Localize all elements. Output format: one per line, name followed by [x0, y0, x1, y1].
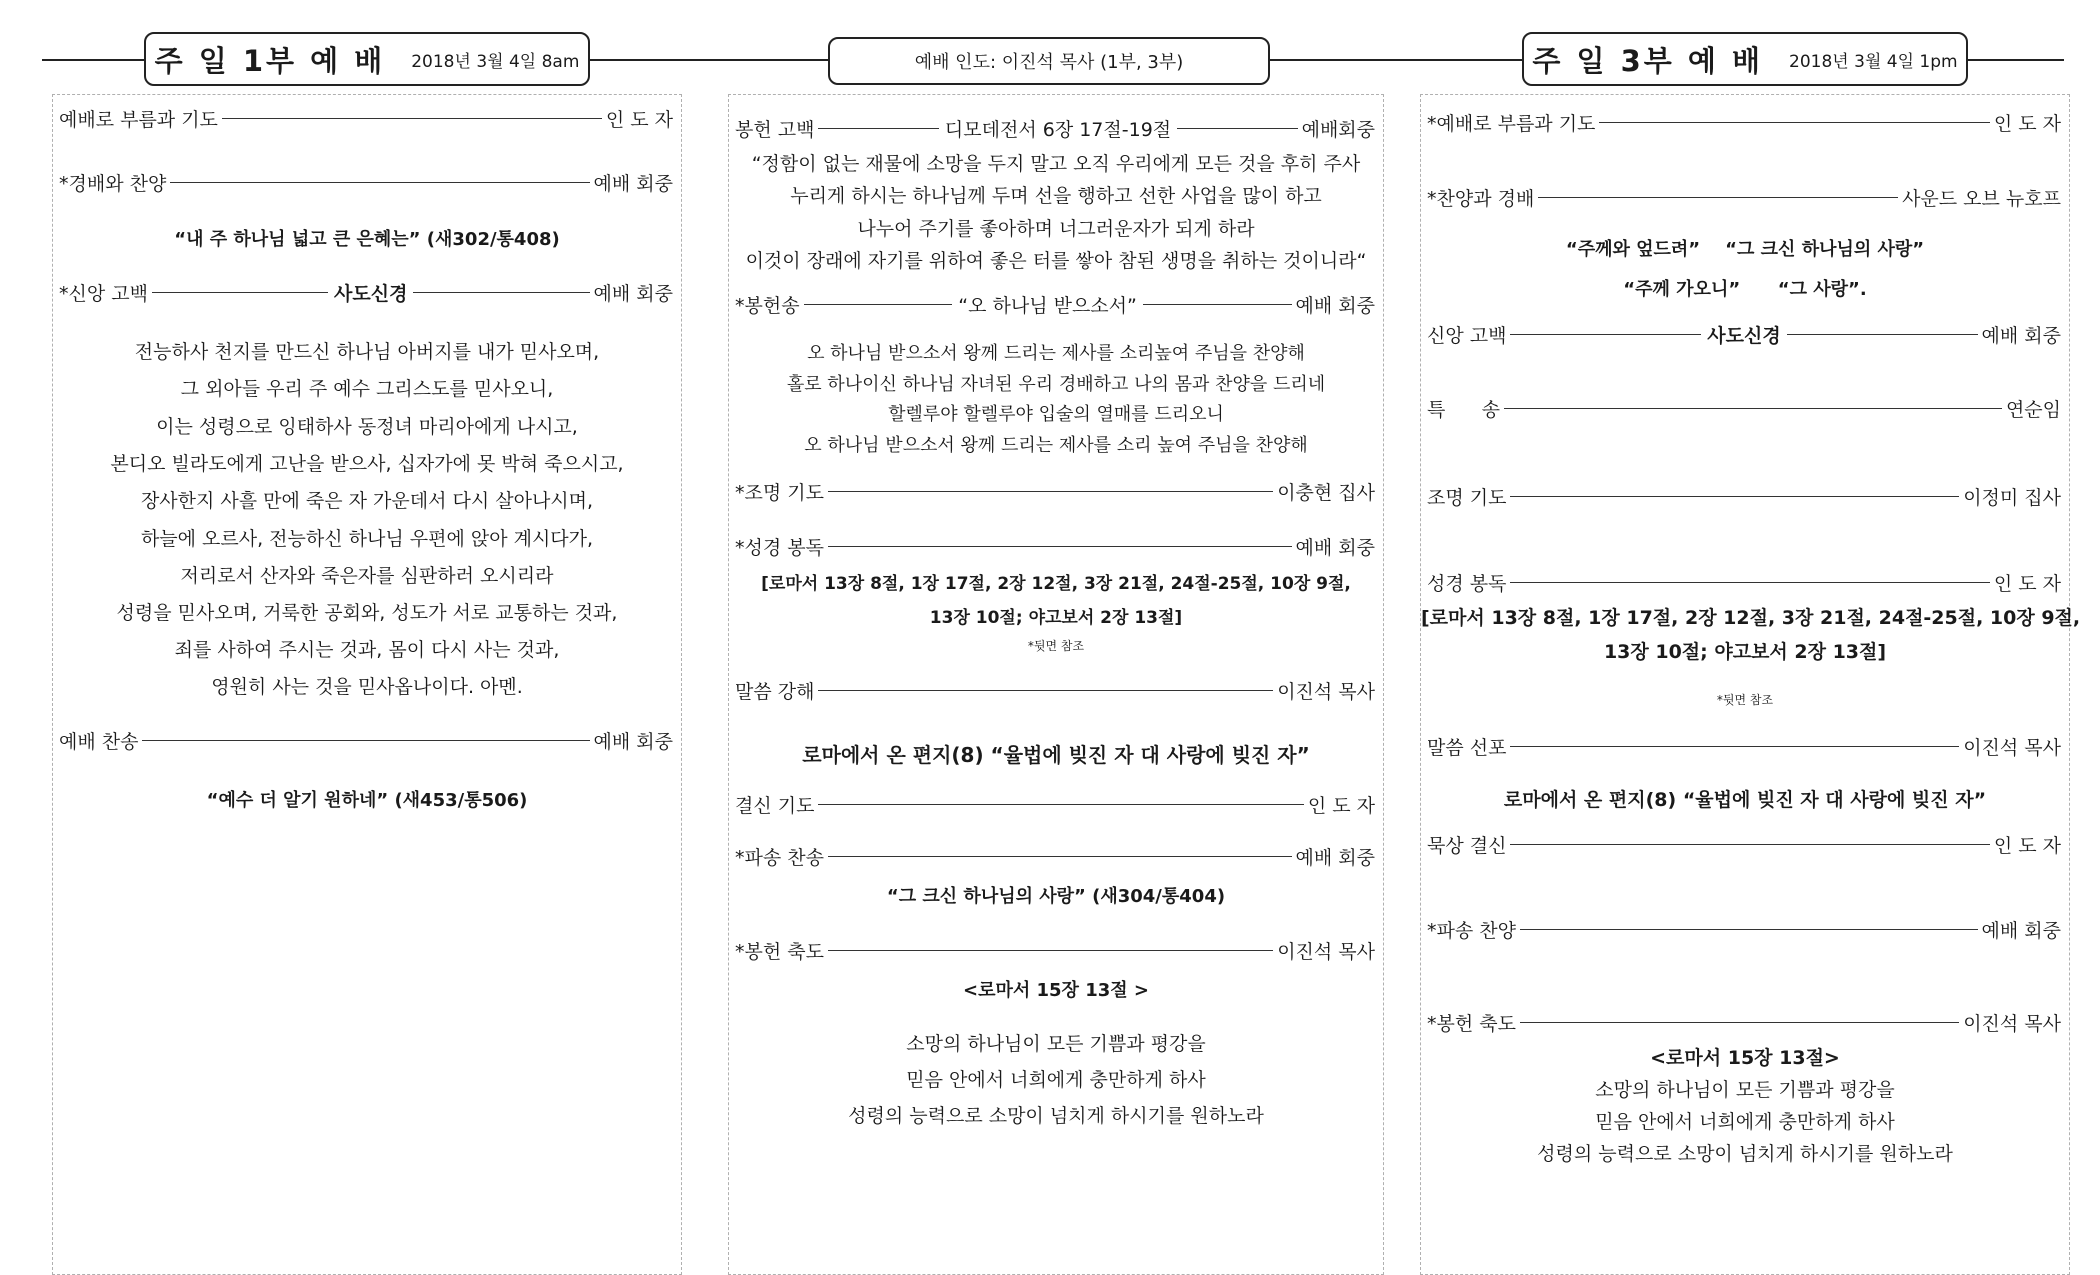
leader-line — [804, 304, 953, 305]
order-value: 이정미 집사 — [1963, 486, 2061, 509]
order-worship-song — [59, 727, 673, 753]
scripture-line: 나누어 주기를 좋아하며 너그러운자가 되게 하라 — [857, 218, 1255, 240]
hymn-title: “예수 더 알기 원하네” (새453/통506) — [206, 790, 528, 811]
song-title: “오 하나님 받으소서” — [958, 294, 1137, 317]
service3-date: 2018년 3월 4일 1pm — [1789, 51, 1958, 72]
song-line: 오 하나님 받으소서 왕께 드리는 제사를 소리높여 주님을 찬양해 — [807, 343, 1305, 364]
leader-line — [1504, 408, 2002, 409]
song-line: 홀로 하나이신 하나님 자녀된 우리 경배하고 나의 몸과 찬양을 드리네 — [786, 374, 1326, 395]
column-service3 — [1420, 94, 2081, 1275]
service1-date: 2018년 3월 4일 8am — [411, 51, 580, 72]
order-scripture-reading — [1427, 569, 2061, 595]
service1-title: 주 일 1부 예 배 — [154, 43, 386, 78]
order-label: 묵상 결신 — [1427, 834, 1507, 857]
order-sermon — [735, 677, 1375, 703]
order-illumination-prayer — [1427, 483, 2061, 509]
leader-line — [142, 740, 589, 741]
order-value: 예배 회중 — [1981, 919, 2061, 942]
creed-line: 성령을 믿사오며, 거룩한 공회와, 성도가 서로 교통하는 것과, — [116, 602, 618, 624]
order-value: 예배 회중 — [1295, 294, 1376, 317]
leader-line — [1510, 496, 1959, 497]
order-label: *신앙 고백 — [59, 282, 148, 305]
order-creed — [1427, 321, 2061, 347]
order-special-music — [1427, 395, 2061, 421]
creed-name: 사도신경 — [334, 282, 408, 305]
scripture-line: “정함이 없는 재물에 소망을 두지 말고 오직 우리에게 모든 것을 후히 주사 — [751, 153, 1361, 175]
reading-reference: 13장 10절; 야고보서 2장 13절] — [929, 608, 1183, 628]
order-value: 연순임 — [2005, 398, 2061, 421]
hymn-title: “그 크신 하나님의 사랑” (새304/통404) — [886, 886, 1226, 907]
leader-line — [818, 128, 938, 129]
order-offering-confession — [735, 115, 1375, 141]
leader-line — [828, 856, 1292, 857]
order-value: 이충현 집사 — [1277, 481, 1375, 504]
order-label: 말씀 강해 — [735, 680, 815, 703]
column-offering-sermon — [728, 94, 1384, 1275]
order-praise — [59, 169, 673, 195]
order-label: 봉헌 고백 — [735, 118, 815, 141]
order-offering-song — [735, 291, 1375, 317]
creed-name: 사도신경 — [1707, 324, 1781, 347]
creed-line: 그 외아들 우리 주 예수 그리스도를 믿사오니, — [180, 378, 554, 400]
order-value: 인 도 자 — [1993, 572, 2061, 595]
praise-songs: “주께 가오니” “그 사랑”. — [1623, 279, 1867, 300]
order-label: 예배로 부름과 기도 — [59, 108, 218, 131]
leader-line — [828, 546, 1292, 547]
order-value: 예배 회중 — [1981, 324, 2062, 347]
leader-line — [170, 182, 589, 183]
creed-line: 영원히 사는 것을 믿사옵나이다. 아멘. — [211, 676, 523, 698]
benediction-line: 믿음 안에서 너희에게 충만하게 하사 — [906, 1069, 1206, 1091]
creed-line: 본디오 빌라도에게 고난을 받으사, 십자가에 못 박혀 죽으시고, — [110, 453, 624, 475]
order-value: 예배 회중 — [593, 730, 673, 753]
sermon-title: 로마에서 온 편지(8) “율법에 빚진 자 대 사랑에 빚진 자” — [1503, 789, 1987, 811]
order-value: 예배 회중 — [1295, 536, 1375, 559]
order-call-to-worship — [1427, 109, 2061, 135]
leader-line — [1510, 844, 1989, 845]
order-value: 인 도 자 — [1307, 794, 1375, 817]
leader-line — [1143, 304, 1292, 305]
scripture-ref: 디모데전서 6장 17절-19절 — [944, 118, 1172, 141]
order-sending-hymn — [735, 843, 1375, 869]
leader-line — [1520, 1022, 1959, 1023]
order-label: 결신 기도 — [735, 794, 815, 817]
benediction-line: 소망의 하나님이 모든 기쁨과 평강을 — [906, 1033, 1206, 1055]
order-value: 인 도 자 — [1993, 112, 2061, 135]
order-label: 조명 기도 — [1427, 486, 1507, 509]
creed-line: 죄를 사하여 주시는 것과, 몸이 다시 사는 것과, — [174, 639, 560, 661]
reading-reference: [로마서 13장 8절, 1장 17절, 2장 12절, 3장 21절, 24절-25절, 10장 9절, — [761, 574, 1351, 594]
leader-line — [1177, 128, 1297, 129]
praise-songs: “주께와 엎드려” “그 크신 하나님의 사랑” — [1565, 239, 1925, 260]
order-label: *봉헌 축도 — [1427, 1012, 1516, 1035]
order-value: 인 도 자 — [605, 108, 673, 131]
leader-line — [1510, 334, 1701, 335]
order-value: 이진석 목사 — [1963, 736, 2061, 759]
scripture-line: 이것이 장래에 자기를 위하여 좋은 터를 쌓아 참된 생명을 취하는 것이니라“ — [745, 250, 1367, 272]
order-value: 이진석 목사 — [1277, 940, 1375, 963]
creed-line: 장사한지 사흘 만에 죽은 자 가운데서 다시 살아나시며, — [140, 490, 594, 512]
song-line: 할렐루야 할렐루야 입술의 열매를 드리오니 — [888, 404, 1224, 425]
order-praise — [1427, 184, 2061, 210]
order-label: *조명 기도 — [735, 481, 824, 504]
order-value: 인 도 자 — [1993, 834, 2061, 857]
order-label: *봉헌송 — [735, 294, 800, 317]
leader-line — [818, 690, 1273, 691]
order-value: 예배회중 — [1301, 118, 1376, 141]
scripture-line: 누리게 하시는 하나님께 두며 선을 행하고 선한 사업을 많이 하고 — [790, 185, 1322, 207]
leader-line — [818, 804, 1303, 805]
order-value: 이진석 목사 — [1277, 680, 1375, 703]
order-label: *경배와 찬양 — [59, 172, 167, 195]
order-label: 성경 봉독 — [1427, 572, 1507, 595]
leader-line — [152, 292, 328, 293]
order-label: 신앙 고백 — [1427, 324, 1507, 347]
reading-reference: [로마서 13장 8절, 1장 17절, 2장 12절, 3장 21절, 24절-25절, 10장 9절, — [1421, 607, 2081, 629]
order-value: 예배 회중 — [1295, 846, 1375, 869]
header-rule-right — [1966, 59, 2064, 61]
benediction-line: 성령의 능력으로 소망이 넘치게 하시기를 원하노라 — [1537, 1143, 1953, 1165]
header-box-service3 — [1522, 32, 1968, 86]
leader-line — [828, 491, 1273, 492]
order-illumination-prayer — [735, 478, 1375, 504]
order-value: 예배 회중 — [593, 282, 674, 305]
benediction-line: 성령의 능력으로 소망이 넘치게 하시기를 원하노라 — [848, 1105, 1264, 1127]
leader-line — [222, 118, 602, 119]
order-label: *파송 찬양 — [1427, 919, 1516, 942]
leader-line — [1510, 582, 1989, 583]
header-rule-left — [42, 59, 144, 61]
order-label: *봉헌 축도 — [735, 940, 824, 963]
leader-line — [1510, 746, 1959, 747]
benediction-reference: <로마서 15장 13절> — [1650, 1047, 1840, 1069]
leader-line — [413, 292, 589, 293]
reading-note: *뒷면 참조 — [1716, 693, 1774, 707]
order-benediction — [1427, 1009, 2061, 1035]
creed-line: 전능하사 천지를 만드신 하나님 아버지를 내가 믿사오며, — [134, 341, 600, 363]
creed-line: 하늘에 오르사, 전능하신 하나님 우편에 앉아 계시다가, — [140, 528, 594, 550]
worship-leader: 예배 인도: 이진석 목사 (1부, 3부) — [914, 52, 1184, 73]
order-label: 말씀 선포 — [1427, 736, 1507, 759]
order-label: *찬양과 경배 — [1427, 187, 1535, 210]
benediction-line: 믿음 안에서 너희에게 충만하게 하사 — [1595, 1111, 1895, 1133]
leader-line — [1599, 122, 1989, 123]
leader-line — [1520, 929, 1978, 930]
header-rule-mid-right — [1268, 59, 1524, 61]
order-label: 특 송 — [1427, 398, 1500, 421]
header-box-leader — [828, 37, 1270, 85]
column-service1 — [52, 94, 682, 1275]
leader-line — [1538, 197, 1898, 198]
sermon-title: 로마에서 온 편지(8) “율법에 빚진 자 대 사랑에 빚진 자” — [802, 743, 1310, 767]
order-value: 예배 회중 — [593, 172, 673, 195]
creed-line: 이는 성령으로 잉태하사 동정녀 마리아에게 나시고, — [156, 416, 578, 438]
reading-note: *뒷면 참조 — [1027, 639, 1085, 653]
leader-line — [1787, 334, 1978, 335]
order-label: *파송 찬송 — [735, 846, 824, 869]
order-call-to-worship — [59, 105, 673, 131]
benediction-reference: <로마서 15장 13절 > — [962, 980, 1149, 1001]
order-label: *예배로 부름과 기도 — [1427, 112, 1596, 135]
header-rule-mid-left — [588, 59, 830, 61]
order-sending-praise — [1427, 916, 2061, 942]
hymn-title: “내 주 하나님 넓고 큰 은혜는” (새302/통408) — [174, 229, 560, 250]
order-meditation-decision — [1427, 831, 2061, 857]
reading-reference: 13장 10절; 야고보서 2장 13절] — [1603, 641, 1887, 663]
order-value: 이진석 목사 — [1963, 1012, 2061, 1035]
leader-line — [828, 950, 1273, 951]
order-benediction — [735, 937, 1375, 963]
order-label: 예배 찬송 — [59, 730, 139, 753]
header-box-service1 — [144, 32, 590, 86]
creed-line: 저리로서 산자와 죽은자를 심판하러 오시리라 — [180, 565, 554, 587]
service3-title: 주 일 3부 예 배 — [1532, 43, 1764, 78]
order-decision-prayer — [735, 791, 1375, 817]
song-line: 오 하나님 받으소서 왕께 드리는 제사를 소리 높여 주님을 찬양해 — [804, 435, 1308, 456]
order-label: *성경 봉독 — [735, 536, 824, 559]
order-scripture-reading — [735, 533, 1375, 559]
order-sermon — [1427, 733, 2061, 759]
order-value: 사운드 오브 뉴호프 — [1902, 187, 2061, 210]
order-creed — [59, 279, 673, 305]
benediction-line: 소망의 하나님이 모든 기쁨과 평강을 — [1595, 1079, 1895, 1101]
